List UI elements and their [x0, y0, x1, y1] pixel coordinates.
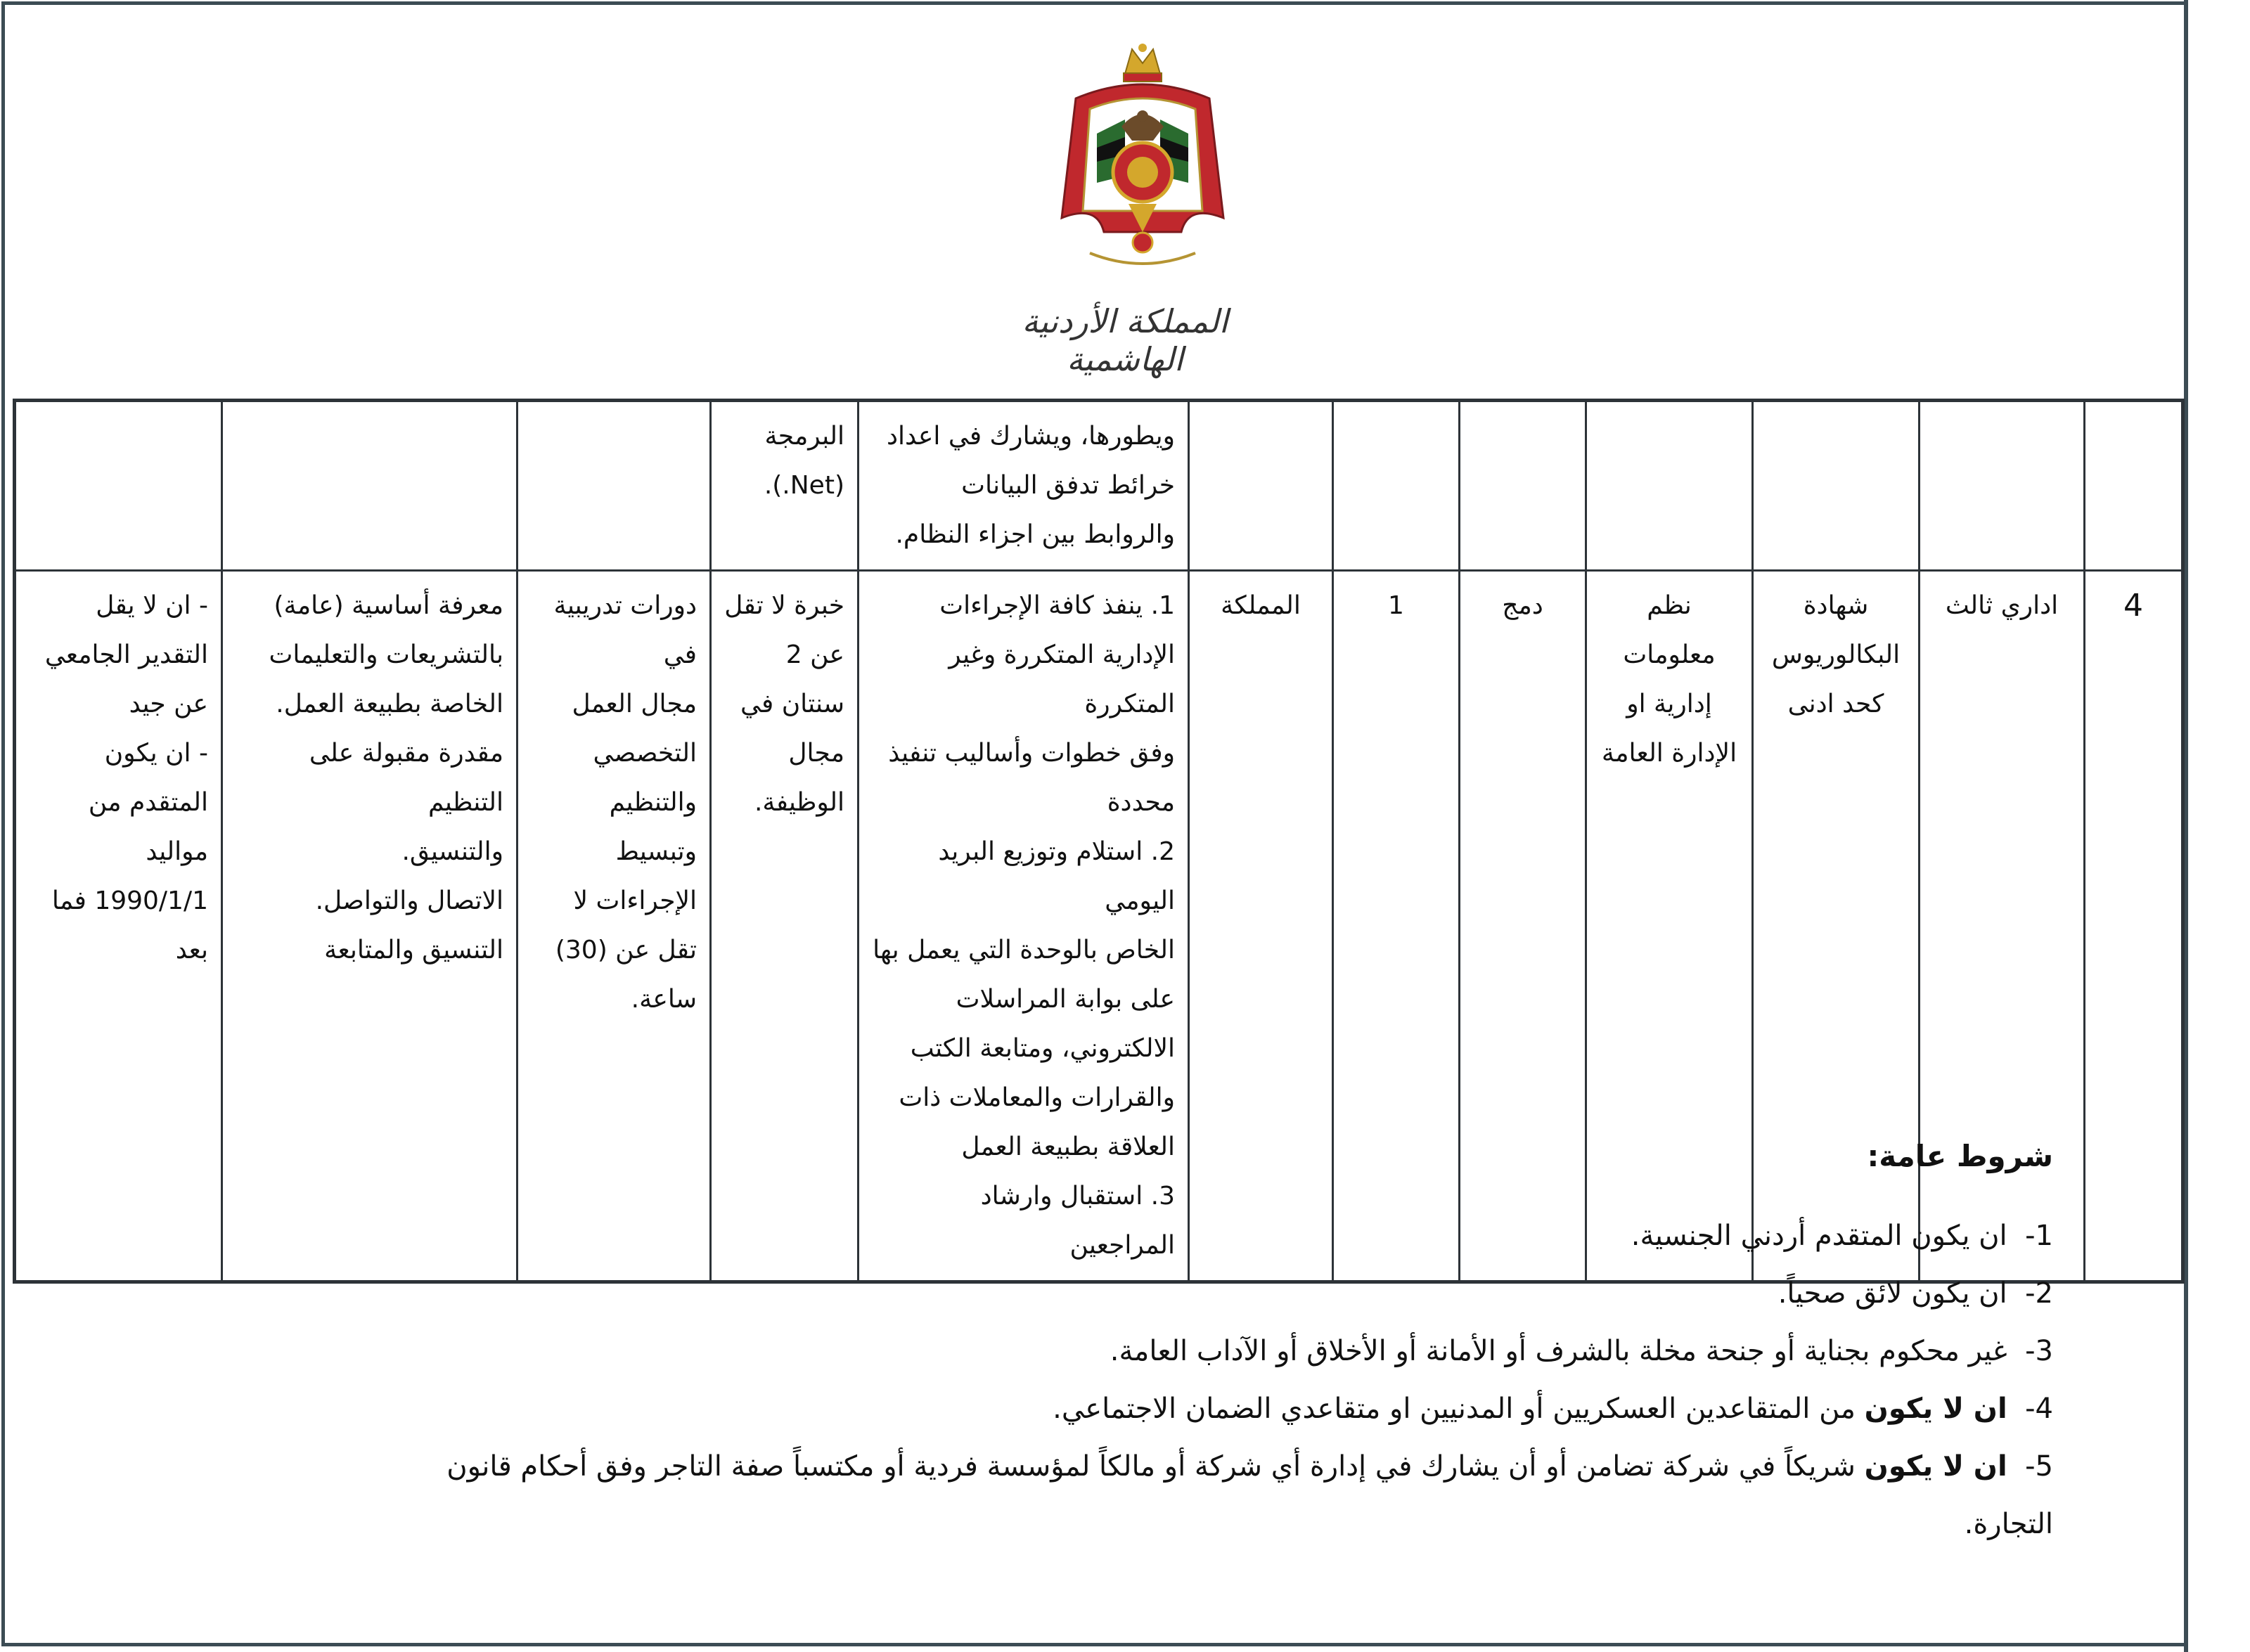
duty-line: الخاص بالوحدة التي يعمل بها	[873, 936, 1175, 964]
skill-line: معرفة أساسية (عامة)	[274, 591, 503, 620]
skill-line: والتنسيق.	[401, 837, 503, 866]
experience-line: خبرة لا تقل	[724, 591, 844, 620]
general-condition-item	[394, 1438, 2053, 1553]
item-text: ان يكون لائق صحياً.	[1778, 1277, 2007, 1310]
duty-line: على بوابة المراسلات	[956, 985, 1175, 1014]
qualification-line: البكالوريوس	[1771, 640, 1901, 669]
cell-training	[518, 401, 711, 571]
cell-conditions	[15, 401, 222, 571]
duty-line: ويطورها، ويشارك في اعداد	[887, 422, 1175, 451]
cell-number	[2085, 401, 2183, 571]
job-title: اداري ثالث	[1920, 571, 2085, 1282]
experience-line: عن 2	[785, 640, 844, 669]
general-condition-item	[394, 1207, 2053, 1265]
table-row-continuation	[15, 401, 2183, 571]
condition-line: عن جيد	[129, 690, 208, 718]
item-bold-text: ان لا يكون	[1864, 1393, 2007, 1425]
training-line: ساعة.	[631, 985, 697, 1014]
item-bold-text: ان لا يكون	[1864, 1450, 2007, 1483]
specialization-line: معلومات	[1623, 640, 1716, 669]
skill-line: الاتصال والتواصل.	[315, 886, 503, 915]
condition-line: - ان يكون	[104, 739, 208, 768]
skill-line: الخاصة بطبيعة العمل.	[276, 690, 503, 718]
specialization-line: الإدارة العامة	[1601, 739, 1737, 768]
job-conditions	[15, 571, 222, 1282]
skill-line: بالتشريعات والتعليمات	[269, 640, 503, 669]
duty-line: وفق خطوات وأساليب تنفيذ	[888, 739, 1175, 768]
experience-line: البرمجة	[764, 422, 844, 451]
condition-line: 1990/1/1 فما	[51, 886, 208, 915]
cell-skills	[222, 401, 518, 571]
item-text: شريكاً في شركة تضامن أو أن يشارك في إدارة أي شركة أو مالكاً لمؤسسة فردية أو مكتسباً صفة التاجر وفق أحكام قانون التجارة.	[446, 1450, 2053, 1540]
cell-duties	[859, 401, 1189, 571]
training-line: دورات تدريبية في	[553, 591, 697, 669]
duty-line: 2. استلام وتوزيع البريد اليومي	[938, 837, 1175, 915]
cell-qualification	[1753, 401, 1920, 571]
general-condition-item	[394, 1265, 2053, 1322]
cell-location	[1189, 401, 1333, 571]
cell-experience	[711, 401, 859, 571]
qualification-line: شهادة	[1803, 591, 1869, 620]
duty-line: الالكتروني، ومتابعة الكتب	[910, 1034, 1175, 1063]
training-line: والتنظيم	[609, 788, 697, 817]
job-number: 4	[2085, 571, 2183, 1282]
condition-line: بعد	[175, 936, 208, 964]
coat-of-arms-icon	[1048, 42, 1238, 281]
duty-line: خرائط تدفق البيانات	[961, 471, 1175, 500]
cell-specialization	[1586, 401, 1753, 571]
duty-line: 3. استقبال وارشاد المراجعين	[980, 1182, 1175, 1260]
duty-line: الإدارية المتكررة وغير المتكررة	[949, 640, 1175, 718]
specialization-line: إدارية او	[1626, 690, 1712, 718]
specialization-line: نظم	[1647, 591, 1692, 620]
job-count: 1	[1333, 571, 1460, 1282]
experience-line: الوظيفة.	[754, 788, 844, 817]
general-conditions-section	[394, 1139, 2053, 1553]
qualification-line: كحد ادنى	[1787, 690, 1884, 718]
duty-line: والقرارات والمعاملات ذات	[899, 1083, 1175, 1112]
training-line: التخصصي	[593, 739, 697, 768]
item-text: ان يكون المتقدم أردني الجنسية.	[1631, 1220, 2007, 1252]
cell-type	[1460, 401, 1586, 571]
experience-line: سنتان في	[740, 690, 844, 718]
condition-line: - ان لا يقل	[96, 591, 208, 620]
job-location: المملكة	[1189, 571, 1333, 1282]
skill-line: التنسيق والمتابعة	[324, 936, 503, 964]
skill-line: مقدرة مقبولة على التنظيم	[309, 739, 503, 817]
general-condition-item	[394, 1380, 2053, 1438]
duty-line: 1. ينفذ كافة الإجراءات	[939, 591, 1175, 620]
training-line: مجال العمل	[572, 690, 697, 718]
experience-line: مجال	[788, 739, 844, 768]
item-text: من المتقاعدين العسكريين أو المدنيين او متقاعدي الضمان الاجتماعي.	[1053, 1393, 1865, 1425]
item-number: 1-	[2025, 1220, 2053, 1252]
kingdom-name-calligraphy: المملكة الأردنية الهاشمية	[1022, 302, 1228, 378]
general-condition-item	[394, 1322, 2053, 1380]
training-line: تقل عن (30)	[555, 936, 697, 964]
general-conditions-title: شروط عامة:	[1867, 1139, 2053, 1173]
item-number: 4-	[2025, 1393, 2053, 1425]
item-number: 5-	[2025, 1450, 2053, 1483]
condition-line: المتقدم من	[88, 788, 208, 817]
item-text: غير محكوم بجناية أو جنحة مخلة بالشرف أو الأمانة أو الأخلاق أو الآداب العامة.	[1110, 1335, 2007, 1367]
job-type: دمج	[1460, 571, 1586, 1282]
item-number: 2-	[2025, 1277, 2053, 1310]
duty-line: والروابط بين اجزاء النظام.	[895, 520, 1175, 549]
training-line: الإجراءات لا	[573, 886, 697, 915]
item-number: 3-	[2025, 1335, 2053, 1367]
condition-line: التقدير الجامعي	[44, 640, 208, 669]
duty-line: محددة	[1107, 788, 1175, 817]
cell-count	[1333, 401, 1460, 571]
cell-title	[1920, 401, 2085, 571]
condition-line: مواليد	[146, 837, 208, 866]
experience-line: (Net.).	[764, 471, 844, 500]
training-line: وتبسيط	[615, 837, 697, 866]
duty-line: العلاقة بطبيعة العمل	[961, 1132, 1175, 1161]
